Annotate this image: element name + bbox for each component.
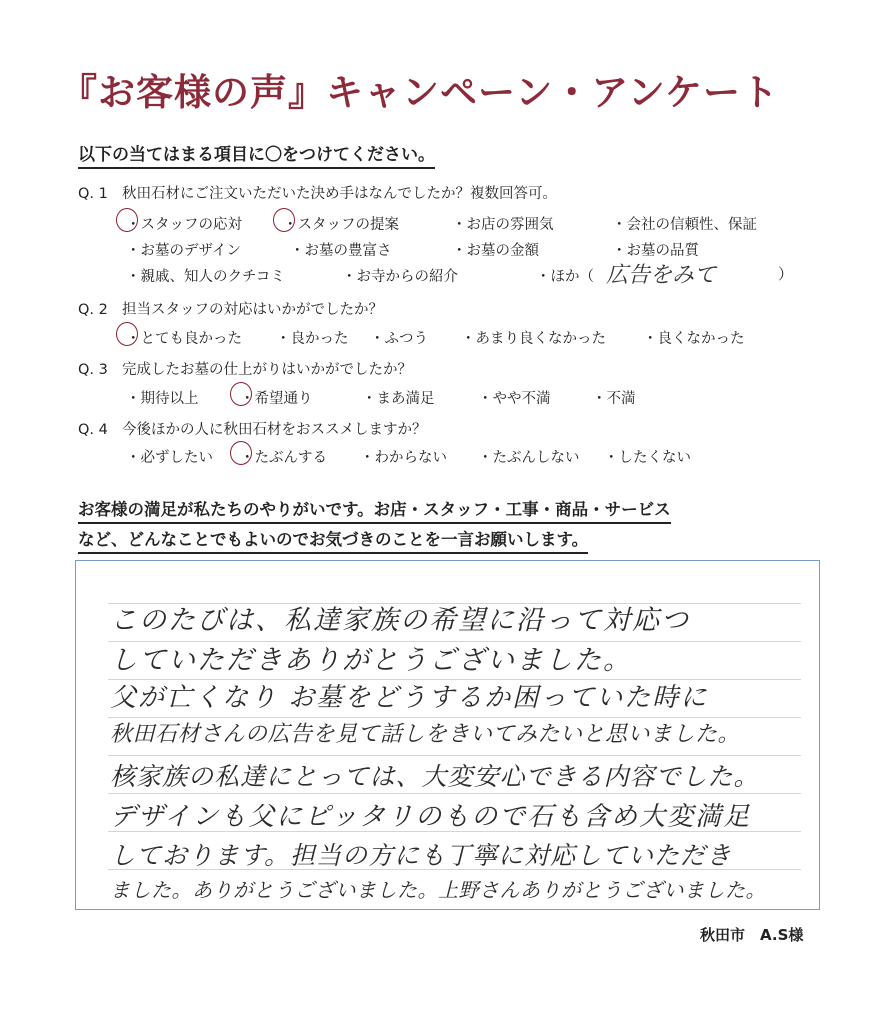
- q2-option-normal[interactable]: ・ふつう: [370, 331, 428, 347]
- q1-option-shop-atmosphere[interactable]: ・お店の雰囲気: [452, 217, 554, 233]
- comment-line-1: このたびは、私達家族の希望に沿って対応つ: [110, 605, 690, 636]
- instruction-text: 以下の当てはまる項目に〇をつけてください。: [78, 140, 435, 169]
- q3-option-as-hoped[interactable]: ・希望通り: [240, 387, 313, 408]
- q2-option-good[interactable]: ・良かった: [276, 331, 349, 347]
- question-4-text: 今後ほかの人に秋田石材をおススメしますか？: [122, 422, 427, 438]
- q4-option-probably-not[interactable]: ・たぶんしない: [478, 450, 580, 466]
- page-title: 『お客様の声』キャンペーン・アンケート: [60, 71, 780, 114]
- comment-line-4: 秋田石材さんの広告を見て話しをきいてみたいと思いました。: [110, 722, 741, 747]
- question-3-text: 完成したお墓の仕上がりはいかがでしたか？: [122, 362, 412, 378]
- selected-circle-mark: [273, 208, 295, 232]
- ruled-line: [108, 755, 801, 756]
- q3-option-dissatisfied[interactable]: ・不満: [592, 391, 636, 407]
- q3-option-beyond-expectation[interactable]: ・期待以上: [126, 391, 199, 407]
- q1-option-price[interactable]: ・お墓の金額: [452, 243, 539, 259]
- q1-option-variety[interactable]: ・お墓の豊富さ: [290, 243, 392, 259]
- q4-option-definitely-not[interactable]: ・したくない: [604, 450, 691, 466]
- q1-other-paren: ）: [778, 265, 794, 283]
- signature: 秋田市 A.S様: [700, 926, 804, 944]
- q1-option-staff-proposal[interactable]: ・スタッフの提案: [283, 213, 399, 234]
- selected-circle-mark: [116, 322, 138, 346]
- comment-prompt-line-2: など、どんなことでもよいのでお気づきのことを一言お願いします。: [78, 526, 588, 554]
- question-2-text: 担当スタッフの対応はいかがでしたか？: [122, 302, 383, 318]
- question-2: Q. 2 担当スタッフの対応はいかがでしたか？: [78, 302, 383, 318]
- selected-circle-mark: [230, 441, 252, 465]
- q2-option-very-good[interactable]: ・とても良かった: [126, 327, 242, 348]
- q2-option-not-so-good[interactable]: ・あまり良くなかった: [461, 331, 606, 347]
- q3-option-fairly-satisfied[interactable]: ・まあ満足: [362, 391, 435, 407]
- comment-line-2: していただきありがとうございました。: [110, 645, 632, 676]
- comment-line-8: ました。ありがとうございました。上野さんありがとうございました。: [110, 878, 766, 902]
- comment-line-3: 父が亡くなり お墓をどうするか困っていた時に: [110, 683, 709, 713]
- comment-line-6: デザインも父にピッタリのもので石も含め大変満足: [110, 802, 752, 832]
- q1-option-temple-referral[interactable]: ・お寺からの紹介: [342, 269, 458, 285]
- question-4: Q. 4 今後ほかの人に秋田石材をおススメしますか？: [78, 422, 427, 438]
- question-1: [78, 182, 557, 203]
- question-3: Q. 3 完成したお墓の仕上がりはいかがでしたか？: [78, 362, 412, 378]
- q1-option-quality[interactable]: ・お墓の品質: [612, 243, 699, 259]
- q4-option-definitely[interactable]: ・必ずしたい: [126, 450, 213, 466]
- q4-option-probably[interactable]: ・たぶんする: [240, 446, 327, 467]
- comment-prompt-line-1: お客様の満足が私たちのやりがいです。お店・スタッフ・工事・商品・サービス: [78, 496, 671, 524]
- q1-other-handwritten: 広告をみて: [606, 263, 717, 288]
- q1-option-design[interactable]: ・お墓のデザイン: [126, 243, 241, 259]
- selected-circle-mark: [230, 382, 252, 406]
- question-1-number: Q. 1: [78, 186, 108, 202]
- q1-option-other[interactable]: ・ほか（: [536, 269, 594, 285]
- comment-line-5: 核家族の私達にとっては、大変安心できる内容でした。: [110, 762, 760, 791]
- selected-circle-mark: [116, 208, 138, 232]
- q1-option-reliability[interactable]: ・会社の信頼性、保証: [612, 217, 757, 233]
- q1-option-staff-response[interactable]: ・スタッフの応対: [126, 213, 242, 234]
- q2-option-bad[interactable]: ・良くなかった: [643, 331, 745, 347]
- q4-option-not-sure[interactable]: ・わからない: [360, 450, 447, 466]
- ruled-line: [108, 793, 801, 794]
- q1-option-word-of-mouth[interactable]: ・親戚、知人のクチコミ: [126, 269, 285, 285]
- q3-option-slightly-dissatisfied[interactable]: ・やや不満: [478, 391, 551, 407]
- comment-line-7: しております。担当の方にも丁寧に対応していただき: [110, 841, 733, 870]
- question-1-text: 秋田石材にご注文いただいた決め手はなんでしたか？複数回答可。: [122, 186, 557, 202]
